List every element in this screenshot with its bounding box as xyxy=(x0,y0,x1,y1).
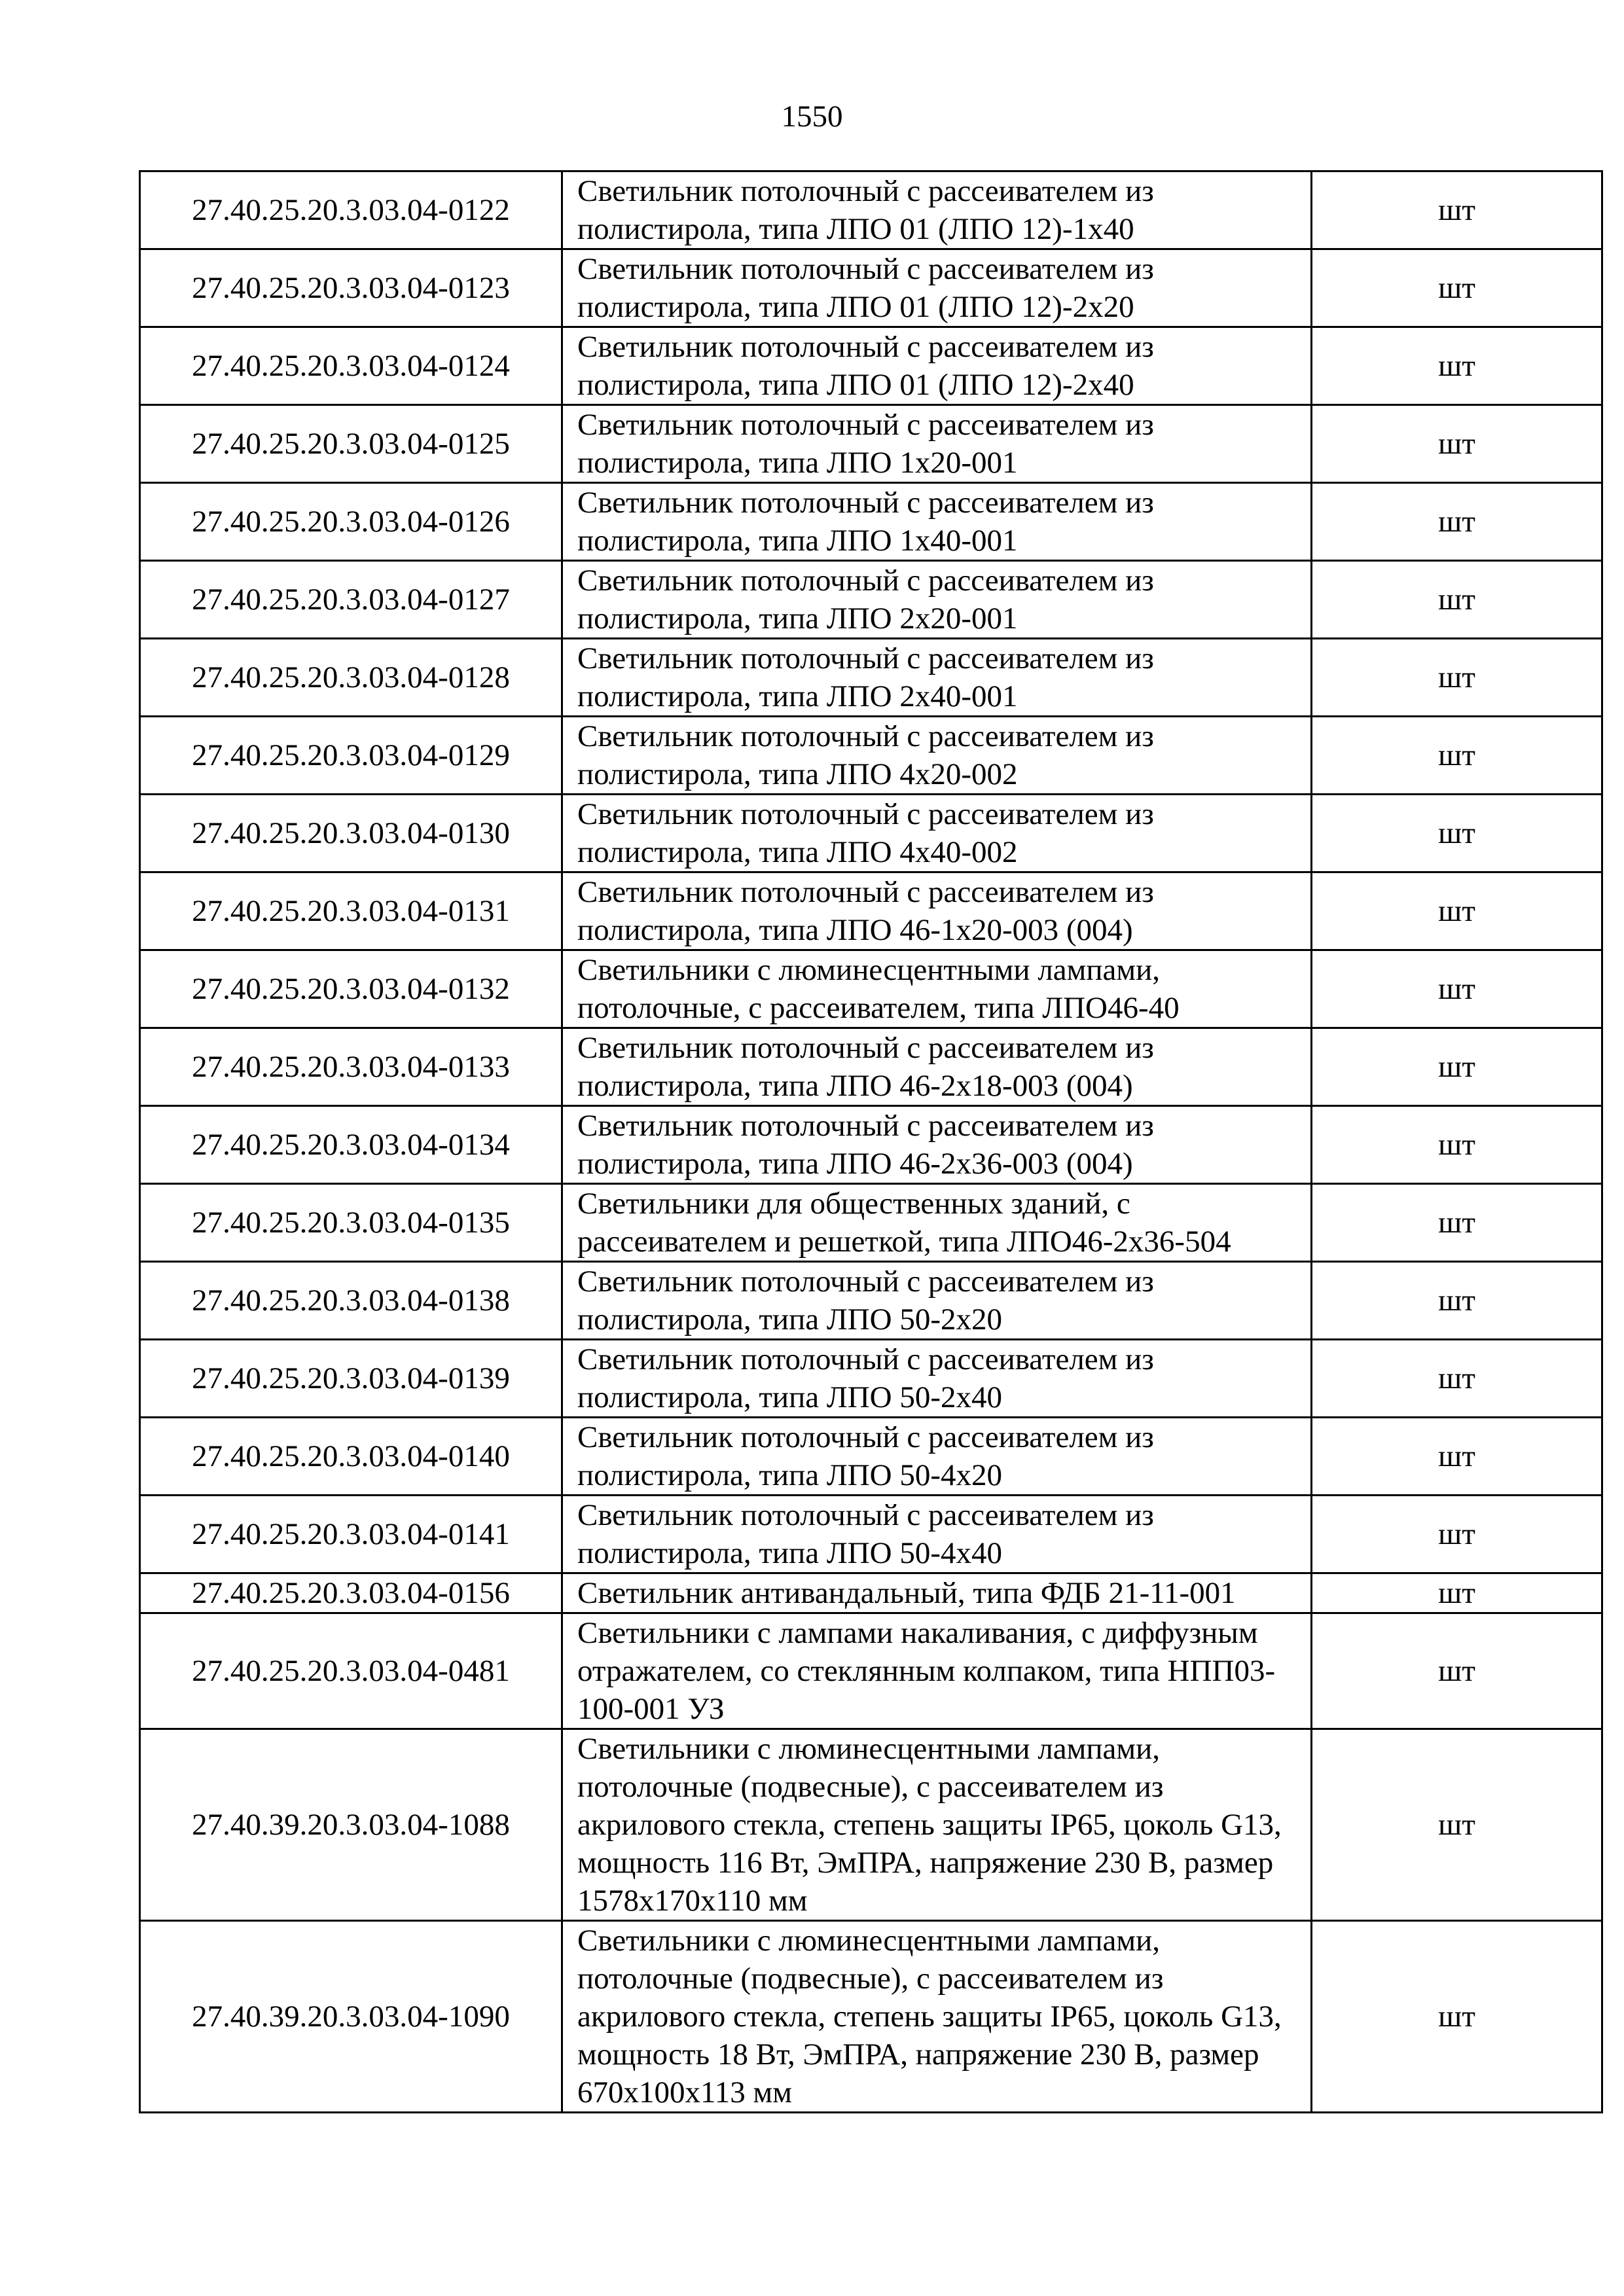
resource-unit: шт xyxy=(1312,950,1602,1028)
resource-code: 27.40.25.20.3.03.04-0138 xyxy=(140,1262,562,1340)
resource-code: 27.40.25.20.3.03.04-0122 xyxy=(140,171,562,249)
resource-name: Светильник потолочный с рассеивателем из полистирола, типа ЛПО 2х40-001 xyxy=(562,639,1312,717)
resource-code: 27.40.25.20.3.03.04-0156 xyxy=(140,1573,562,1613)
resource-name: Светильники с люминесцентными лампами, потолочные (подвесные), с рассеивателем из акрилового стекла, степень защиты IP65, цоколь G13, мощность 18 Вт, ЭмПРА, напряжение 230 В, размер 670х100х113 мм xyxy=(562,1921,1312,2113)
table-row xyxy=(140,1729,1602,1921)
resource-code: 27.40.25.20.3.03.04-0131 xyxy=(140,872,562,950)
table-row xyxy=(140,405,1602,483)
resource-code: 27.40.25.20.3.03.04-0126 xyxy=(140,483,562,561)
table-row xyxy=(140,795,1602,872)
resource-unit: шт xyxy=(1312,1418,1602,1496)
table-row xyxy=(140,717,1602,795)
resource-name: Светильник потолочный с рассеивателем из полистирола, типа ЛПО 50-4х40 xyxy=(562,1496,1312,1573)
resource-unit: шт xyxy=(1312,1496,1602,1573)
resource-unit: шт xyxy=(1312,1921,1602,2113)
table-row xyxy=(140,1496,1602,1573)
resource-code: 27.40.25.20.3.03.04-0125 xyxy=(140,405,562,483)
resource-code: 27.40.25.20.3.03.04-0129 xyxy=(140,717,562,795)
resource-code: 27.40.25.20.3.03.04-0124 xyxy=(140,327,562,405)
table-row xyxy=(140,1573,1602,1613)
table-row xyxy=(140,1921,1602,2113)
resource-name: Светильник антивандальный, типа ФДБ 21-11-001 xyxy=(562,1573,1312,1613)
resource-name: Светильник потолочный с рассеивателем из полистирола, типа ЛПО 50-2х40 xyxy=(562,1340,1312,1418)
resource-unit: шт xyxy=(1312,1729,1602,1921)
resource-name: Светильники с люминесцентными лампами, потолочные, с рассеивателем, типа ЛПО46-40 xyxy=(562,950,1312,1028)
resource-unit: шт xyxy=(1312,717,1602,795)
resource-code: 27.40.39.20.3.03.04-1090 xyxy=(140,1921,562,2113)
resource-unit: шт xyxy=(1312,483,1602,561)
resource-code: 27.40.25.20.3.03.04-0481 xyxy=(140,1613,562,1729)
resource-code: 27.40.25.20.3.03.04-0134 xyxy=(140,1106,562,1184)
resource-unit: шт xyxy=(1312,1613,1602,1729)
resource-code: 27.40.25.20.3.03.04-0141 xyxy=(140,1496,562,1573)
table-row xyxy=(140,327,1602,405)
table-row xyxy=(140,483,1602,561)
resource-unit: шт xyxy=(1312,872,1602,950)
resource-unit: шт xyxy=(1312,171,1602,249)
resource-unit: шт xyxy=(1312,561,1602,639)
resource-unit: шт xyxy=(1312,1573,1602,1613)
resource-code: 27.40.39.20.3.03.04-1088 xyxy=(140,1729,562,1921)
resource-name: Светильники с люминесцентными лампами, потолочные (подвесные), с рассеивателем из акрилового стекла, степень защиты IP65, цоколь G13, мощность 116 Вт, ЭмПРА, напряжение 230 В, размер 1578х170х110 мм xyxy=(562,1729,1312,1921)
table-row xyxy=(140,249,1602,327)
table-row xyxy=(140,950,1602,1028)
table-row xyxy=(140,872,1602,950)
resource-name: Светильники для общественных зданий, с рассеивателем и решеткой, типа ЛПО46-2х36-504 xyxy=(562,1184,1312,1262)
resource-code: 27.40.25.20.3.03.04-0127 xyxy=(140,561,562,639)
table-row xyxy=(140,1262,1602,1340)
resource-name: Светильник потолочный с рассеивателем из полистирола, типа ЛПО 4х40-002 xyxy=(562,795,1312,872)
resource-unit: шт xyxy=(1312,327,1602,405)
resource-unit: шт xyxy=(1312,249,1602,327)
resource-code: 27.40.25.20.3.03.04-0132 xyxy=(140,950,562,1028)
resource-unit: шт xyxy=(1312,1106,1602,1184)
resource-unit: шт xyxy=(1312,405,1602,483)
table-row xyxy=(140,1106,1602,1184)
table-row xyxy=(140,1418,1602,1496)
table-row xyxy=(140,1613,1602,1729)
resource-name: Светильник потолочный с рассеивателем из полистирола, типа ЛПО 46-1х20-003 (004) xyxy=(562,872,1312,950)
resource-name: Светильник потолочный с рассеивателем из полистирола, типа ЛПО 01 (ЛПО 12)-2х20 xyxy=(562,249,1312,327)
table-row xyxy=(140,171,1602,249)
resource-unit: шт xyxy=(1312,639,1602,717)
resource-code: 27.40.25.20.3.03.04-0128 xyxy=(140,639,562,717)
resource-name: Светильник потолочный с рассеивателем из полистирола, типа ЛПО 01 (ЛПО 12)-1х40 xyxy=(562,171,1312,249)
table-row xyxy=(140,1340,1602,1418)
resource-name: Светильник потолочный с рассеивателем из полистирола, типа ЛПО 46-2х18-003 (004) xyxy=(562,1028,1312,1106)
resource-name: Светильники с лампами накаливания, с диффузным отражателем, со стеклянным колпаком, типа НПП03-100-001 УЗ xyxy=(562,1613,1312,1729)
table-row xyxy=(140,561,1602,639)
resource-name: Светильник потолочный с рассеивателем из полистирола, типа ЛПО 2х20-001 xyxy=(562,561,1312,639)
resource-unit: шт xyxy=(1312,795,1602,872)
resource-name: Светильник потолочный с рассеивателем из полистирола, типа ЛПО 1х40-001 xyxy=(562,483,1312,561)
resource-name: Светильник потолочный с рассеивателем из полистирола, типа ЛПО 50-2х20 xyxy=(562,1262,1312,1340)
resource-name: Светильник потолочный с рассеивателем из полистирола, типа ЛПО 01 (ЛПО 12)-2х40 xyxy=(562,327,1312,405)
resource-name: Светильник потолочный с рассеивателем из полистирола, типа ЛПО 50-4х20 xyxy=(562,1418,1312,1496)
resource-unit: шт xyxy=(1312,1262,1602,1340)
resource-unit: шт xyxy=(1312,1184,1602,1262)
table-row xyxy=(140,639,1602,717)
resource-code: 27.40.25.20.3.03.04-0123 xyxy=(140,249,562,327)
resource-code: 27.40.25.20.3.03.04-0133 xyxy=(140,1028,562,1106)
resource-codes-table xyxy=(139,170,1603,2113)
resource-name: Светильник потолочный с рассеивателем из полистирола, типа ЛПО 1х20-001 xyxy=(562,405,1312,483)
resource-code: 27.40.25.20.3.03.04-0130 xyxy=(140,795,562,872)
resource-code: 27.40.25.20.3.03.04-0135 xyxy=(140,1184,562,1262)
resource-name: Светильник потолочный с рассеивателем из полистирола, типа ЛПО 46-2х36-003 (004) xyxy=(562,1106,1312,1184)
resource-code: 27.40.25.20.3.03.04-0140 xyxy=(140,1418,562,1496)
table-row xyxy=(140,1184,1602,1262)
page-number: 1550 xyxy=(781,99,843,134)
resource-unit: шт xyxy=(1312,1340,1602,1418)
resource-name: Светильник потолочный с рассеивателем из полистирола, типа ЛПО 4х20-002 xyxy=(562,717,1312,795)
resource-code: 27.40.25.20.3.03.04-0139 xyxy=(140,1340,562,1418)
resource-unit: шт xyxy=(1312,1028,1602,1106)
table-row xyxy=(140,1028,1602,1106)
